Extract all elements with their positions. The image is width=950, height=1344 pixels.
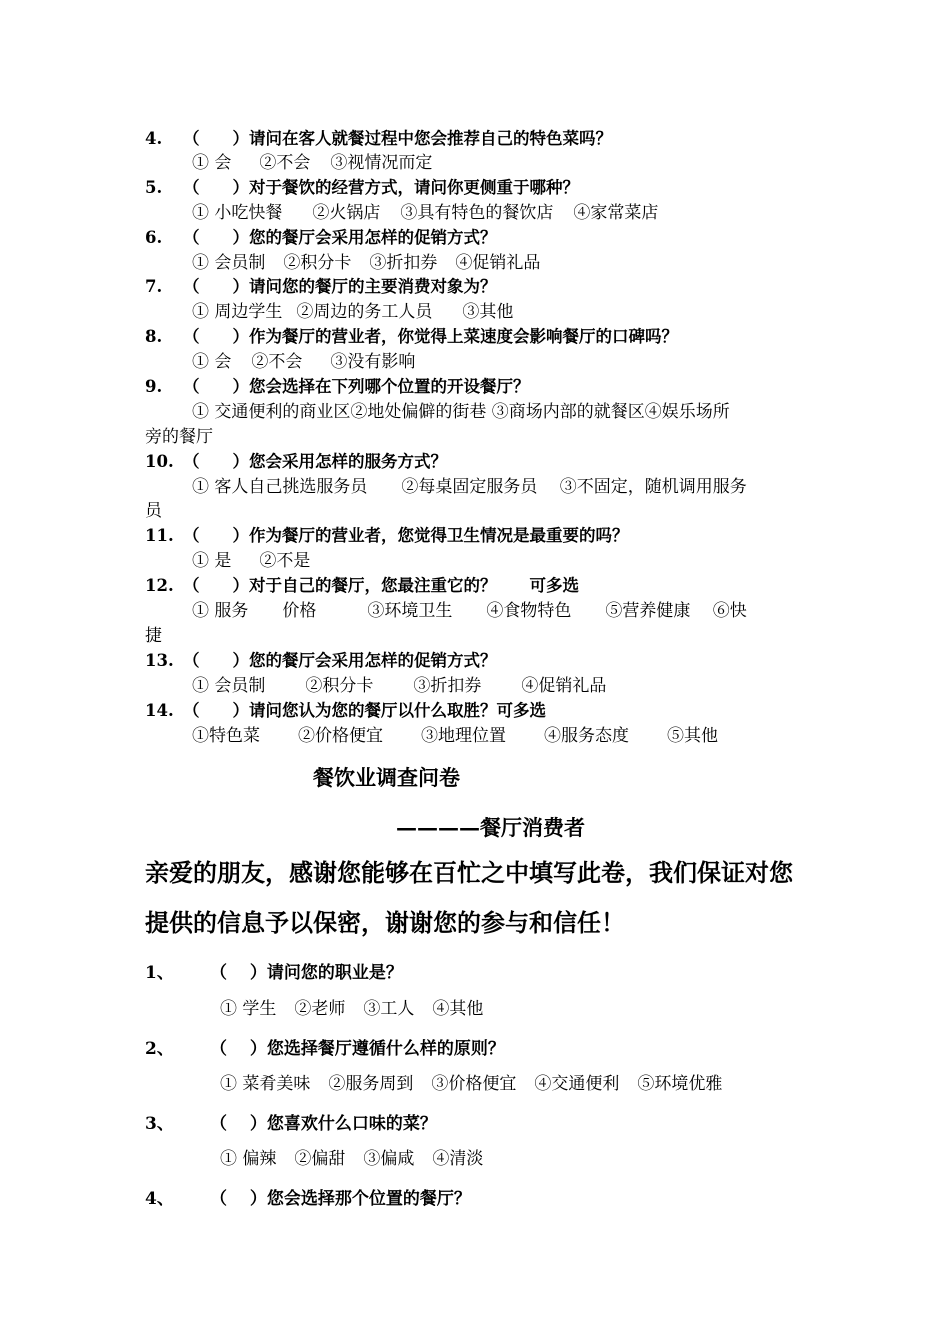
answer-blank: （ ） <box>210 1039 267 1059</box>
question-text: 您会选择那个位置的餐厅？ <box>266 1189 471 1209</box>
options-4 <box>192 151 817 175</box>
option: ②老师 <box>294 999 346 1019</box>
option: ⑤其他 <box>667 726 718 746</box>
options-10: ① 客人自己挑选服务员 ②每桌固定服务员 ③不固定，随机调用服务 <box>192 477 747 497</box>
option: ②服务周到 <box>328 1074 414 1094</box>
option: ④清淡 <box>432 1149 484 1169</box>
options-11 <box>192 549 817 573</box>
option: ②周边的务工人员 <box>296 302 433 322</box>
question-13 <box>145 651 825 671</box>
answer-blank: （ ） <box>183 129 249 148</box>
option: ③没有影响 <box>330 352 416 372</box>
question-10 <box>145 452 825 472</box>
question-text: 请问您的餐厅的主要消费对象为？ <box>249 277 497 296</box>
answer-blank: （ ） <box>183 277 249 296</box>
question-14 <box>145 701 825 721</box>
question-text: 对于自己的餐厅，您最注重它的？ 可多选 <box>249 576 579 595</box>
answer-blank: （ ） <box>183 178 249 197</box>
question-text: 请问您的职业是？ <box>266 963 403 983</box>
option: ③具有特色的餐饮店 <box>400 203 554 223</box>
question-number: 2、 <box>145 1039 174 1059</box>
question-number: 14. <box>145 701 174 720</box>
question-text: 作为餐厅的营业者，您觉得卫生情况是最重要的吗？ <box>249 526 629 545</box>
options-6 <box>192 251 817 275</box>
answer-blank: （ ） <box>183 651 249 670</box>
question-number: 13. <box>145 651 174 670</box>
option: ②火锅店 <box>312 203 381 223</box>
question-text: 您的餐厅会采用怎样的促销方式？ <box>249 228 497 247</box>
option: ④其他 <box>432 999 484 1019</box>
consumer-options-2 <box>220 1072 820 1096</box>
option: ④家常菜店 <box>573 203 659 223</box>
answer-blank: （ ） <box>183 526 249 545</box>
question-number: 9. <box>145 377 163 396</box>
option: ②积分卡 <box>305 676 374 696</box>
consumer-question-2 <box>145 1038 825 1060</box>
answer-blank: （ ） <box>183 228 249 247</box>
consumer-question-1 <box>145 962 825 984</box>
question-text: 您选择餐厅遵循什么样的原则？ <box>266 1039 505 1059</box>
option: ②不会 <box>259 153 311 173</box>
option: ②积分卡 <box>283 253 352 273</box>
option: ②不会 <box>251 352 303 372</box>
question-number: 4、 <box>145 1189 174 1209</box>
options-14 <box>192 724 817 748</box>
option: ②偏甜 <box>294 1149 346 1169</box>
option: ① 是 <box>192 551 232 571</box>
options-5 <box>192 201 817 225</box>
consumer-options-1 <box>220 997 820 1021</box>
consumer-options-3 <box>220 1147 820 1171</box>
question-text: 作为餐厅的营业者，你觉得上菜速度会影响餐厅的口碑吗？ <box>249 327 678 346</box>
survey-title: 餐饮业调查问卷 <box>313 765 460 790</box>
consumer-question-3 <box>145 1113 825 1135</box>
question-number: 11. <box>145 526 174 545</box>
option: ① 会 <box>192 153 232 173</box>
answer-blank: （ ） <box>210 1114 267 1134</box>
options-10-continuation: 员 <box>145 501 162 521</box>
option: ④促销礼品 <box>521 676 607 696</box>
options-8 <box>192 350 817 374</box>
question-5 <box>145 178 825 198</box>
answer-blank: （ ） <box>183 377 249 396</box>
options-13 <box>192 674 817 698</box>
option: ⑤环境优雅 <box>637 1074 723 1094</box>
options-9: ① 交通便利的商业区②地处偏僻的街巷 ③商场内部的就餐区④娱乐场所 <box>192 402 730 422</box>
intro-line-1: 亲爱的朋友，感谢您能够在百忙之中填写此卷，我们保证对您 <box>145 858 793 887</box>
question-11 <box>145 526 825 546</box>
option: ① 会员制 <box>192 253 266 273</box>
question-text: 您喜欢什么口味的菜？ <box>266 1114 437 1134</box>
option: ②不是 <box>259 551 311 571</box>
options-7 <box>192 300 817 324</box>
option: ②价格便宜 <box>298 726 383 746</box>
options-12: ① 服务 价格 ③环境卫生 ④食物特色 ⑤营养健康 ⑥快 <box>192 601 747 621</box>
question-number: 5. <box>145 178 163 197</box>
consumer-question-4 <box>145 1188 825 1210</box>
question-7 <box>145 277 825 297</box>
question-number: 1、 <box>145 963 174 983</box>
question-12 <box>145 576 825 596</box>
option: ① 小吃快餐 <box>192 203 283 223</box>
question-number: 4. <box>145 129 163 148</box>
question-8 <box>145 327 825 347</box>
option: ③折扣券 <box>413 676 482 696</box>
option: ① 菜肴美味 <box>220 1074 311 1094</box>
question-number: 8. <box>145 327 163 346</box>
option: ③价格便宜 <box>431 1074 517 1094</box>
question-text: 对于餐饮的经营方式，请问你更侧重于哪种？ <box>249 178 579 197</box>
question-number: 10. <box>145 452 174 471</box>
question-6 <box>145 228 825 248</box>
option: ③偏咸 <box>363 1149 415 1169</box>
intro-line-2: 提供的信息予以保密，谢谢您的参与和信任！ <box>145 908 625 937</box>
answer-blank: （ ） <box>183 452 249 471</box>
question-text: 您会选择在下列哪个位置的开设餐厅？ <box>249 377 530 396</box>
survey-subtitle: ————餐厅消费者 <box>396 815 585 840</box>
option: ④服务态度 <box>544 726 629 746</box>
option: ③折扣券 <box>369 253 438 273</box>
options-9-continuation: 旁的餐厅 <box>145 427 213 447</box>
answer-blank: （ ） <box>183 327 249 346</box>
question-number: 6. <box>145 228 163 247</box>
option: ④交通便利 <box>534 1074 620 1094</box>
option: ③视情况而定 <box>330 153 433 173</box>
answer-blank: （ ） <box>210 963 267 983</box>
options-12-continuation: 捷 <box>145 626 162 646</box>
question-9 <box>145 377 825 397</box>
question-number: 3、 <box>145 1114 174 1134</box>
question-text: 请问您认为您的餐厅以什么取胜？可多选 <box>249 701 546 720</box>
answer-blank: （ ） <box>183 576 249 595</box>
question-4 <box>145 129 825 149</box>
option: ① 会员制 <box>192 676 266 696</box>
question-text: 请问在客人就餐过程中您会推荐自己的特色菜吗？ <box>249 129 612 148</box>
option: ① 偏辣 <box>220 1149 277 1169</box>
option: ③地理位置 <box>421 726 506 746</box>
option: ① 会 <box>192 352 232 372</box>
option: ③工人 <box>363 999 415 1019</box>
question-text: 您的餐厅会采用怎样的促销方式？ <box>249 651 497 670</box>
question-number: 12. <box>145 576 174 595</box>
option: ① 学生 <box>220 999 277 1019</box>
answer-blank: （ ） <box>183 701 249 720</box>
question-text: 您会采用怎样的服务方式？ <box>249 452 447 471</box>
option: ③其他 <box>462 302 514 322</box>
question-number: 7. <box>145 277 163 296</box>
option: ① 周边学生 <box>192 302 283 322</box>
option: ①特色菜 <box>192 726 260 746</box>
option: ④促销礼品 <box>455 253 541 273</box>
answer-blank: （ ） <box>210 1189 267 1209</box>
